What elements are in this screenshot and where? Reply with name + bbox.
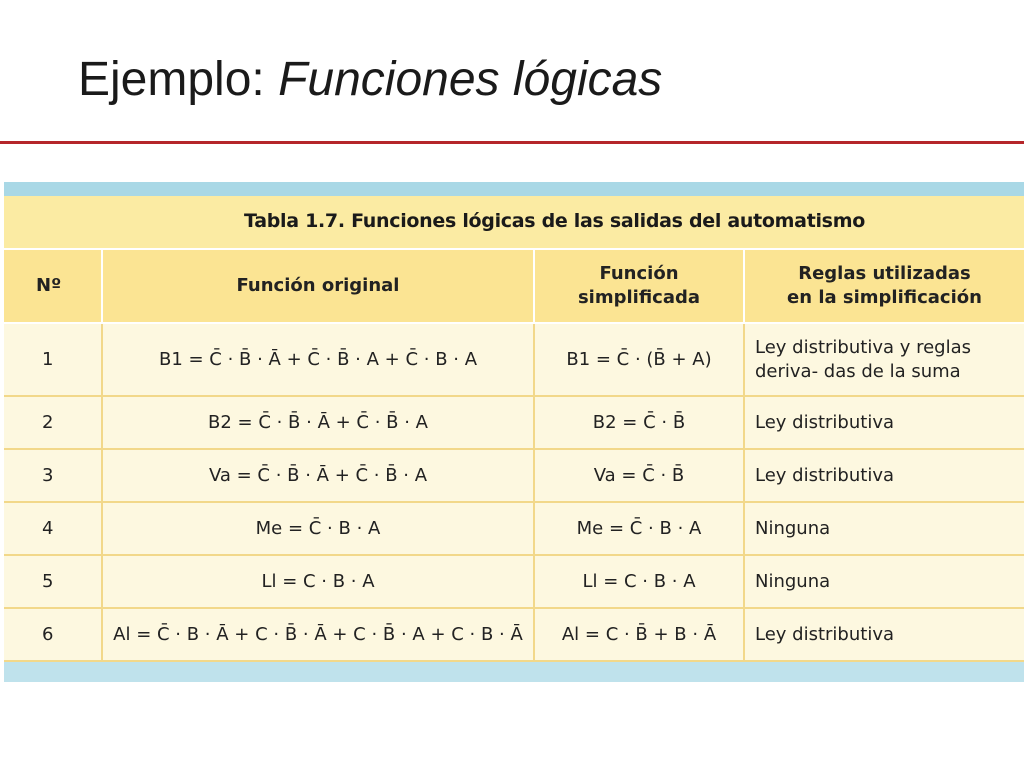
title-divider (0, 141, 1024, 144)
row-num: 4 (4, 502, 102, 555)
header-original: Función original (102, 250, 534, 323)
row-original-function: B2 = C̄ · B̄ · Ā + C̄ · B̄ · A (102, 396, 534, 449)
row-simplified-function: Me = C̄ · B · A (534, 502, 744, 555)
row-rule: Ninguna (744, 555, 1024, 608)
row-rule: Ninguna (744, 502, 1024, 555)
row-num: 3 (4, 449, 102, 502)
table-bottom-strip (4, 662, 1024, 682)
row-rule: Ley distributiva (744, 608, 1024, 661)
row-num: 6 (4, 608, 102, 661)
row-simplified-function: B1 = C̄ · (B̄ + A) (534, 323, 744, 396)
row-rule: Ley distributiva (744, 396, 1024, 449)
row-simplified-function: Va = C̄ · B̄ (534, 449, 744, 502)
slide-title-italic: Funciones lógicas (278, 53, 663, 106)
table-container (4, 196, 1024, 662)
row-original-function: Me = C̄ · B · A (102, 502, 534, 555)
row-rule: Ley distributiva y reglas deriva- das de la suma (744, 323, 1024, 396)
header-num: Nº (4, 250, 102, 323)
row-rule: Ley distributiva (744, 449, 1024, 502)
table-row (4, 608, 1024, 661)
row-original-function: Al = C̄ · B · Ā + C · B̄ · Ā + C · B̄ · A + C · B · Ā (102, 608, 534, 661)
row-original-function: Va = C̄ · B̄ · Ā + C̄ · B̄ · A (102, 449, 534, 502)
row-num: 1 (4, 323, 102, 396)
table-image-frame (4, 182, 1024, 682)
row-num: 5 (4, 555, 102, 608)
row-original-function: B1 = C̄ · B̄ · Ā + C̄ · B̄ · A + C̄ · B · A (102, 323, 534, 396)
table-row (4, 449, 1024, 502)
table-row (4, 502, 1024, 555)
table-row (4, 323, 1024, 396)
row-simplified-function: B2 = C̄ · B̄ (534, 396, 744, 449)
row-simplified-function: Al = C · B̄ + B · Ā (534, 608, 744, 661)
table-row (4, 396, 1024, 449)
slide-title (78, 52, 662, 107)
table-caption: Tabla 1.7. Funciones lógicas de las salidas del automatismo (4, 196, 1024, 250)
slide-title-prefix: Ejemplo: (78, 53, 265, 106)
row-num: 2 (4, 396, 102, 449)
table-header-row (4, 250, 1024, 323)
logic-functions-table (4, 250, 1024, 662)
row-original-function: Ll = C · B · A (102, 555, 534, 608)
row-simplified-function: Ll = C · B · A (534, 555, 744, 608)
header-simplified: Función simplificada (534, 250, 744, 323)
header-rules: Reglas utilizadas en la simplificación (744, 250, 1024, 323)
table-row (4, 555, 1024, 608)
